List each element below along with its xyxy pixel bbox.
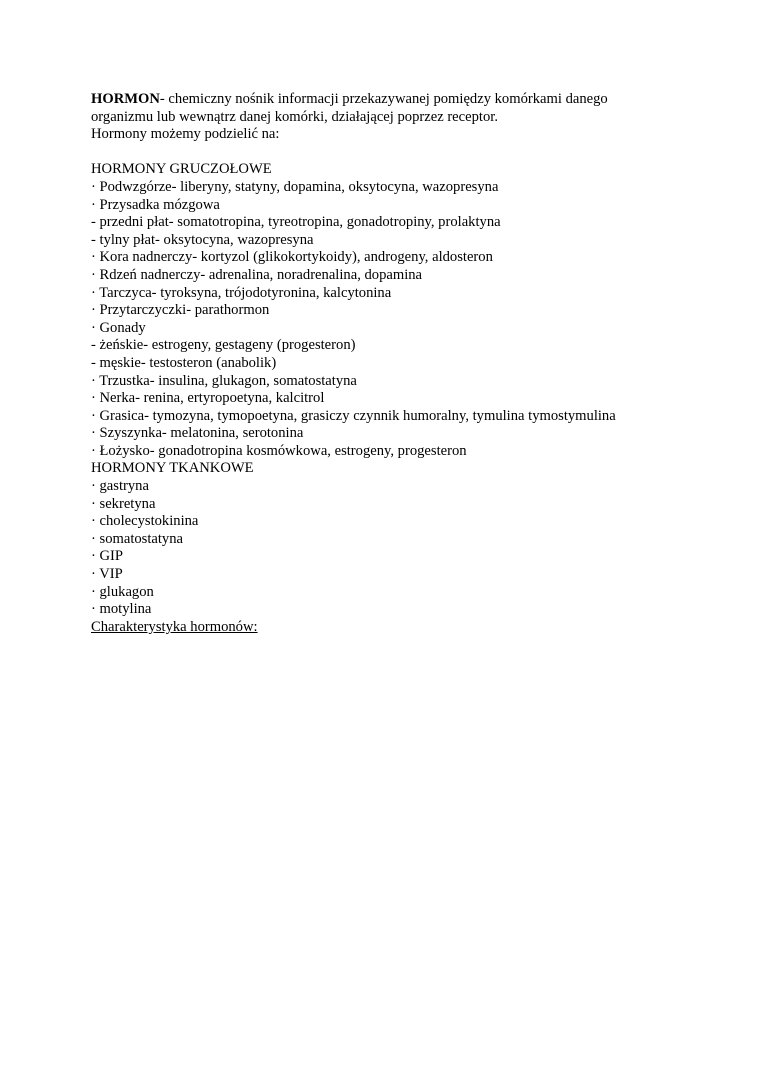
list-item: - przedni płat- somatotropina, tyreotropina, gonadotropiny, prolaktyna [91,214,501,231]
definition-line-1 [91,91,691,109]
list-item: - tylny płat- oksytocyna, wazopresyna [91,231,314,248]
list-item: · Szyszynka- melatonina, serotonina [91,425,304,442]
list-item: · Podwzgórze- liberyny, statyny, dopamina, oksytocyna, wazopresyna [91,178,499,195]
list-item: · sekretyna [91,495,156,512]
list-item: · cholecystokinina [91,513,199,530]
list-item: · Gonady [91,319,146,336]
hormon-definition: - chemiczny nośnik informacji przekazywanej pomiędzy komórkami danego [159,91,608,107]
list-item: · motylina [91,601,152,618]
hormon-term: HORMON [91,91,160,107]
document-page [91,91,691,636]
list-item: - żeńskie- estrogeny, gestageny (progesteron) [91,337,356,354]
list-item: · Łożysko- gonadotropina kosmówkowa, estrogeny, progesteron [91,442,467,459]
list-item: · Trzustka- insulina, glukagon, somatostatyna [91,372,357,389]
list-item: · somatostatyna [91,530,184,547]
blank-line [91,144,691,162]
list-item: · Przysadka mózgowa [91,196,220,213]
list-item: · gastryna [91,478,149,495]
list-item: · VIP [91,566,123,583]
definition-line-2: organizmu lub wewnątrz danej komórki, działającej poprzez receptor. [91,108,498,125]
characteristics-heading: Charakterystyka hormonów: [91,618,258,635]
list-item: · glukagon [91,583,154,600]
list-item: · Kora nadnerczy- kortyzol (glikokortykoidy), androgeny, aldosteron [91,249,493,266]
list-item: · GIP [91,548,124,565]
list-item: · Tarczyca- tyroksyna, trójodotyronina, kalcytonina [91,284,392,301]
tissue-heading: HORMONY TKANKOWE [91,460,254,477]
list-item: · Przytarczyczki- parathormon [91,302,270,319]
list-item: · Rdzeń nadnerczy- adrenalina, noradrenalina, dopamina [91,266,423,283]
list-item: · Grasica- tymozyna, tymopoetyna, grasiczy czynnik humoralny, tymulina tymostymulina [91,407,616,424]
division-line: Hormony możemy podzielić na: [91,126,280,143]
list-item: · Nerka- renina, ertyropoetyna, kalcitrol [91,390,325,407]
list-item: - męskie- testosteron (anabolik) [91,354,277,371]
glandular-heading: HORMONY GRUCZOŁOWE [91,161,272,178]
